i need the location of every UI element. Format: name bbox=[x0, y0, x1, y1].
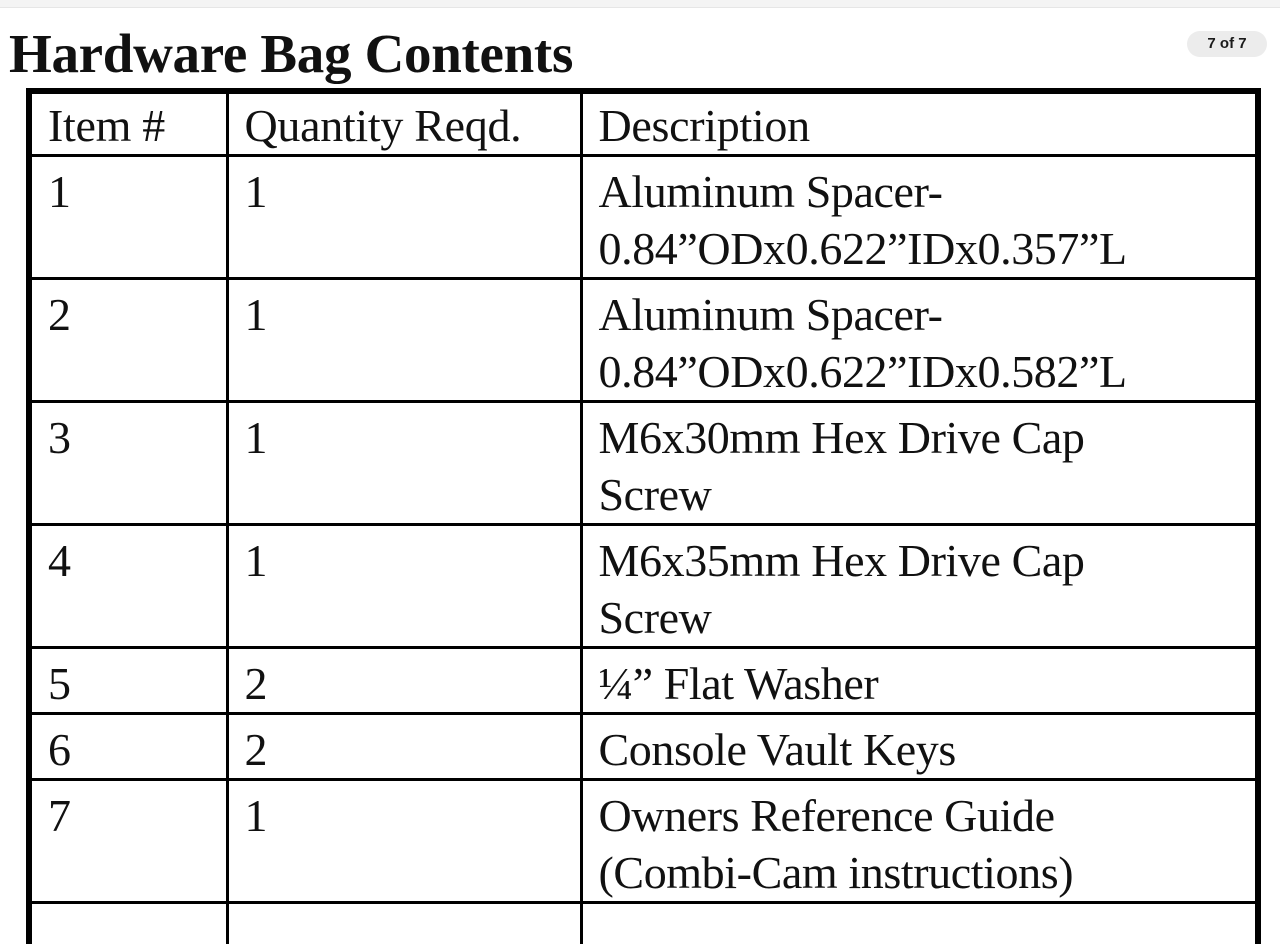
description-cell bbox=[581, 402, 1258, 525]
item-number-cell: 4 bbox=[29, 525, 227, 648]
description-line: Owners Reference Guide bbox=[598, 790, 1055, 841]
table-row bbox=[29, 525, 1258, 648]
description-cell bbox=[581, 279, 1258, 402]
quantity-cell: 1 bbox=[227, 402, 581, 525]
item-number-cell: 5 bbox=[29, 648, 227, 714]
description-line: Aluminum Spacer- bbox=[598, 166, 943, 217]
description-line: M6x35mm Hex Drive Cap bbox=[598, 535, 1085, 586]
item-number-cell: 2 bbox=[29, 279, 227, 402]
description-line: Screw bbox=[598, 469, 712, 520]
quantity-cell: 1 bbox=[227, 525, 581, 648]
quantity-cell: 2 bbox=[227, 714, 581, 780]
hardware-contents-table bbox=[26, 88, 1261, 944]
quantity-cell: 1 bbox=[227, 780, 581, 903]
table-row bbox=[29, 780, 1258, 903]
item-number-cell bbox=[29, 903, 227, 944]
quantity-cell: 1 bbox=[227, 156, 581, 279]
item-number-cell: 7 bbox=[29, 780, 227, 903]
description-line: Console Vault Keys bbox=[598, 724, 956, 775]
description-line: 0.84”ODx0.622”IDx0.357”L bbox=[598, 223, 1127, 274]
viewer-top-strip bbox=[0, 0, 1280, 8]
description-cell bbox=[581, 714, 1258, 780]
description-cell bbox=[581, 780, 1258, 903]
item-number-cell: 1 bbox=[29, 156, 227, 279]
page-indicator: 7 of 7 bbox=[1187, 31, 1267, 57]
quantity-cell: 2 bbox=[227, 648, 581, 714]
description-cell bbox=[581, 648, 1258, 714]
header-quantity: Quantity Reqd. bbox=[227, 91, 581, 156]
description-cell bbox=[581, 525, 1258, 648]
description-line: ¼” Flat Washer bbox=[598, 658, 879, 709]
item-number-cell: 6 bbox=[29, 714, 227, 780]
table-row-empty bbox=[29, 903, 1258, 944]
header-description: Description bbox=[581, 91, 1258, 156]
description-line: 0.84”ODx0.622”IDx0.582”L bbox=[598, 346, 1127, 397]
table-row bbox=[29, 156, 1258, 279]
description-line: Screw bbox=[598, 592, 712, 643]
table-row bbox=[29, 714, 1258, 780]
description-cell bbox=[581, 156, 1258, 279]
description-line: Aluminum Spacer- bbox=[598, 289, 943, 340]
quantity-cell bbox=[227, 903, 581, 944]
page-title: Hardware Bag Contents bbox=[9, 23, 574, 84]
description-line: (Combi-Cam instructions) bbox=[598, 847, 1074, 898]
table-header-row bbox=[29, 91, 1258, 156]
description-cell bbox=[581, 903, 1258, 944]
quantity-cell: 1 bbox=[227, 279, 581, 402]
header-item-number: Item # bbox=[29, 91, 227, 156]
item-number-cell: 3 bbox=[29, 402, 227, 525]
table-row bbox=[29, 402, 1258, 525]
table-row bbox=[29, 279, 1258, 402]
description-line: M6x30mm Hex Drive Cap bbox=[598, 412, 1085, 463]
table-row bbox=[29, 648, 1258, 714]
